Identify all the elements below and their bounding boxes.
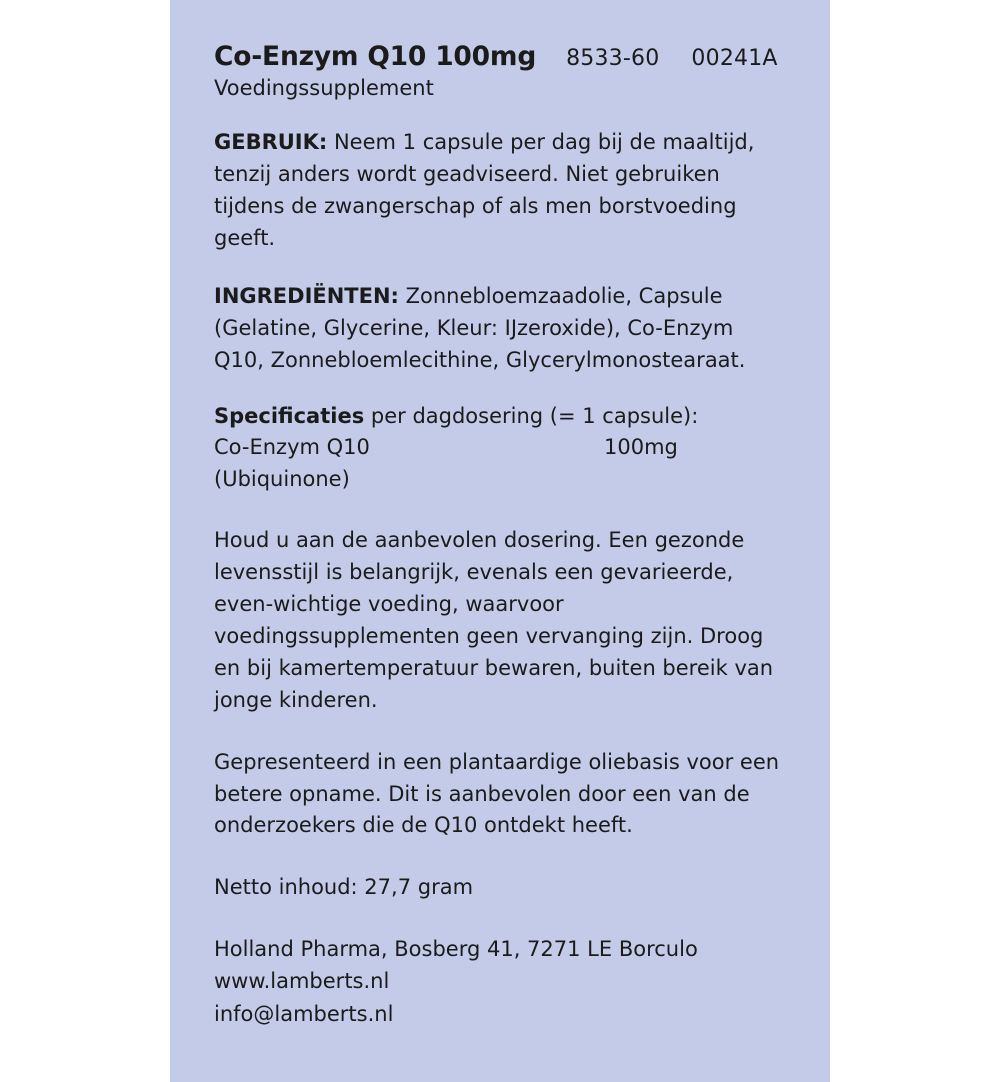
- specification-name: Co-Enzym Q10: [214, 435, 370, 460]
- specifications-heading-rest: per dagdosering (= 1 capsule):: [364, 403, 699, 428]
- specification-row: [214, 432, 784, 464]
- ingredients-heading: INGREDIËNTEN:: [214, 283, 399, 308]
- usage-text: Neem 1 capsule per dag bij de maaltijd, tenzij anders wordt geadviseerd. Niet gebruiken tijdens de zwangerschap of als men borstvoeding geeft.: [214, 130, 755, 251]
- specification-subname: (Ubiquinone): [214, 466, 350, 491]
- company-address: Holland Pharma, Bosberg 41, 7271 LE Borculo: [214, 936, 698, 961]
- net-content: Netto inhoud: 27,7 gram: [214, 875, 474, 900]
- presentation-paragraph: Gepresenteerd in een plantaardige oliebasis voor een betere opname. Dit is aanbevolen door een van de onderzoekers die de Q10 ontdekt heeft.: [214, 749, 780, 838]
- specifications-heading: [214, 401, 784, 433]
- company-email: info@lamberts.nl: [214, 1001, 394, 1026]
- label-header: [214, 42, 784, 71]
- specifications-heading-bold: Specificaties: [214, 403, 365, 428]
- ingredients-section: [214, 281, 784, 377]
- product-subtitle: Voedingssupplement: [214, 76, 434, 101]
- product-code-right: 00241A: [691, 46, 778, 71]
- product-title: Co-Enzym Q10 100mg: [214, 41, 537, 72]
- product-code-left: 8533-60: [566, 46, 660, 71]
- company-website: www.lamberts.nl: [214, 969, 390, 994]
- ingredients-text: Zonnebloemzaadolie, Capsule (Gelatine, Glycerine, Kleur: IJzeroxide), Co-Enzym Q10, Zonnebloemlecithine, Glycerylmonostearaat.: [214, 283, 746, 372]
- advice-paragraph: Houd u aan de aanbevolen dosering. Een gezonde levensstijl is belangrijk, evenals een gevarieerde, even-wichtige voeding, waarvoor voedingssupplementen geen vervanging zijn. Droog en bij kamertemperatuur bewaren, buiten bereik van jonge kinderen.: [214, 528, 774, 712]
- manufacturer-block: [214, 934, 784, 1029]
- usage-heading: GEBRUIK:: [214, 130, 328, 155]
- specification-value: 100mg: [604, 435, 678, 460]
- specifications-section: [214, 401, 784, 496]
- supplement-label-panel: [170, 0, 830, 1082]
- usage-section: [214, 127, 784, 255]
- label-content: [214, 42, 784, 1029]
